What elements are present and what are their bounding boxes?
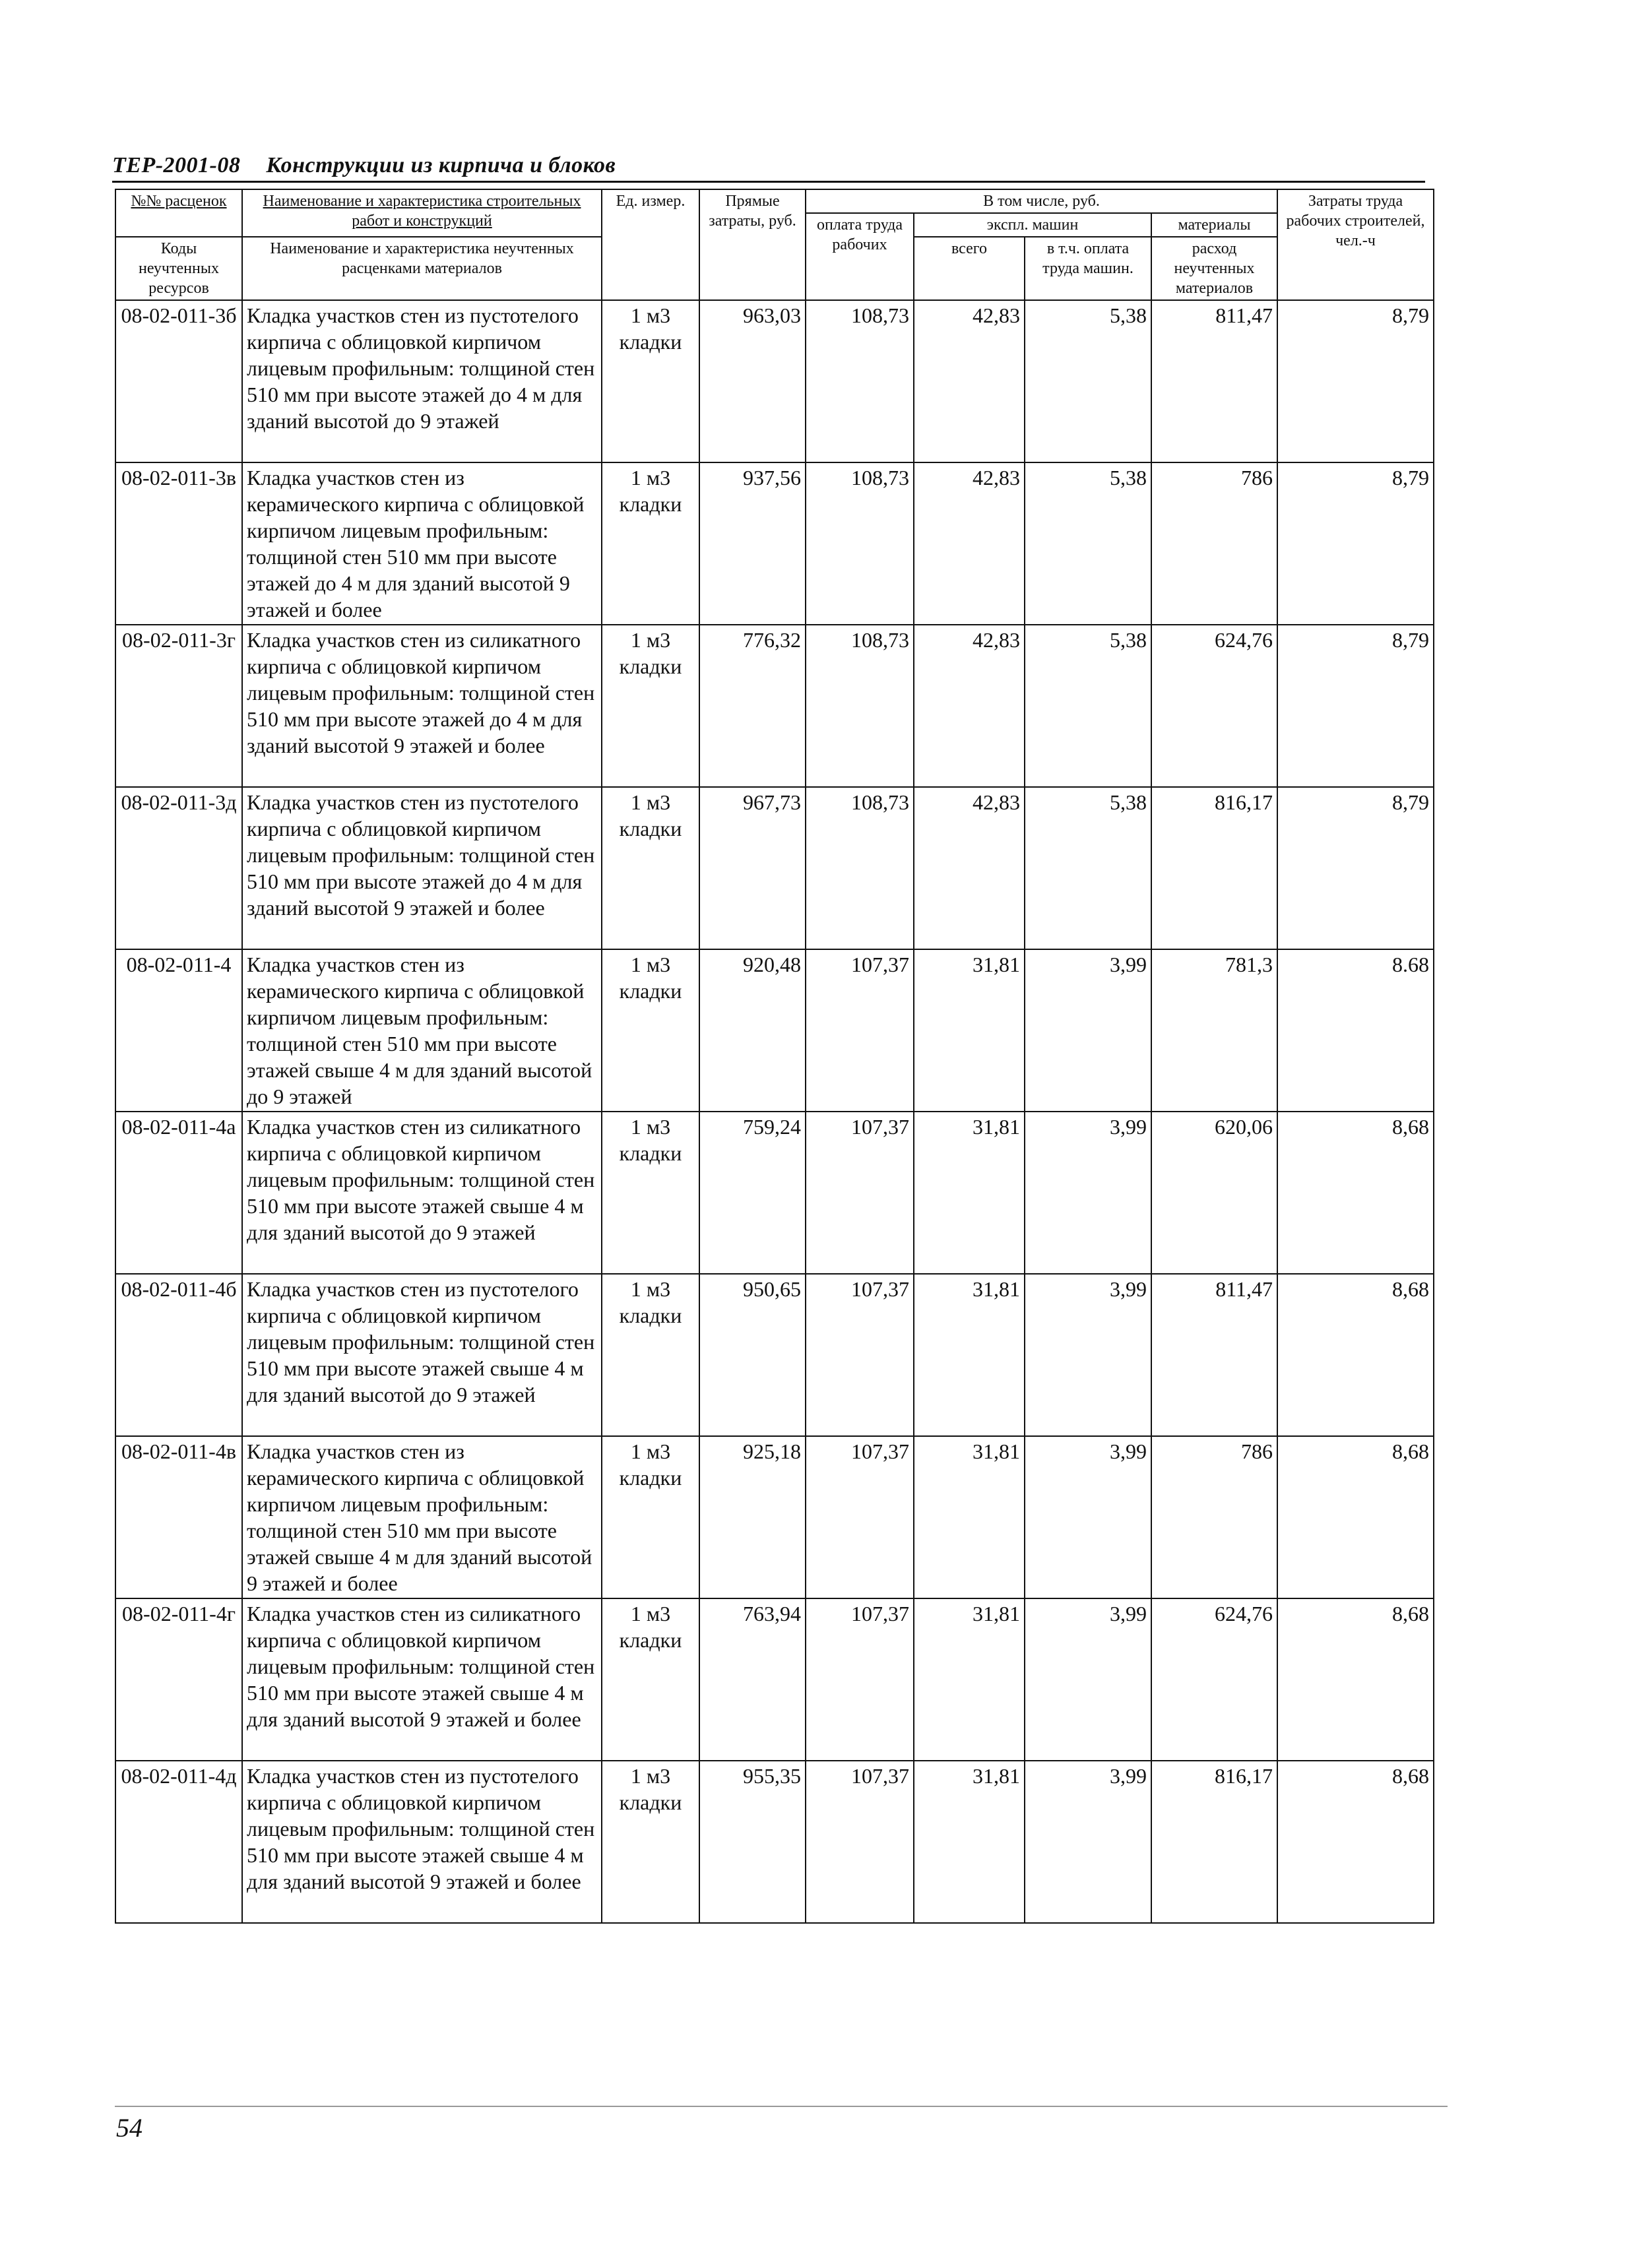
machines-labor: 3,99 [1025, 1436, 1151, 1598]
machines-labor: 5,38 [1025, 462, 1151, 625]
work-description: Кладка участков стен из керамического кирпича с облицовкой кирпичом лицевым профильным: толщиной стен 510 мм при высоте этажей до 4 м для зданий высотой 9 этажей и более [242, 462, 602, 625]
unit-of-measure: 1 м3 кладки [602, 1436, 699, 1598]
work-description: Кладка участков стен из пустотелого кирпича с облицовкой кирпичом лицевым профильным: толщиной стен 510 мм при высоте этажей до 4 м для зданий высотой 9 этажей и более [242, 787, 602, 949]
labor-pay: 107,37 [806, 1761, 914, 1923]
machines-labor: 5,38 [1025, 625, 1151, 787]
work-description: Кладка участков стен из силикатного кирпича с облицовкой кирпичом лицевым профильным: толщиной стен 510 мм при высоте этажей свыше 4 м для зданий высотой до 9 этажей [242, 1112, 602, 1274]
direct-costs: 763,94 [699, 1598, 806, 1761]
machines-total: 42,83 [914, 787, 1025, 949]
header-including: В том числе, руб. [806, 189, 1277, 213]
direct-costs: 963,03 [699, 300, 806, 462]
rate-code: 08-02-011-4д [115, 1761, 242, 1923]
machines-labor: 3,99 [1025, 1274, 1151, 1436]
materials-cost: 786 [1151, 1436, 1277, 1598]
table-row [115, 1274, 1434, 1436]
header-rate-no: №№ расценок [115, 189, 242, 237]
rate-code: 08-02-011-4г [115, 1598, 242, 1761]
table-row [115, 1112, 1434, 1274]
labor-pay: 108,73 [806, 787, 914, 949]
direct-costs: 937,56 [699, 462, 806, 625]
machines-total: 42,83 [914, 462, 1025, 625]
labor-costs: 8,79 [1277, 787, 1434, 949]
labor-pay: 108,73 [806, 300, 914, 462]
machines-total: 31,81 [914, 1761, 1025, 1923]
labor-pay: 108,73 [806, 462, 914, 625]
machines-total: 31,81 [914, 1436, 1025, 1598]
direct-costs: 950,65 [699, 1274, 806, 1436]
labor-costs: 8,68 [1277, 1598, 1434, 1761]
direct-costs: 925,18 [699, 1436, 806, 1598]
machines-total: 42,83 [914, 300, 1025, 462]
labor-costs: 8,68 [1277, 1274, 1434, 1436]
labor-costs: 8,79 [1277, 462, 1434, 625]
machines-total: 31,81 [914, 949, 1025, 1112]
machines-labor: 3,99 [1025, 1112, 1151, 1274]
table-row [115, 949, 1434, 1112]
labor-pay: 107,37 [806, 949, 914, 1112]
labor-costs: 8,68 [1277, 1112, 1434, 1274]
rate-code: 08-02-011-4б [115, 1274, 242, 1436]
work-description: Кладка участков стен из пустотелого кирпича с облицовкой кирпичом лицевым профильным: толщиной стен 510 мм при высоте этажей свыше 4 м для зданий высотой до 9 этажей [242, 1274, 602, 1436]
labor-costs: 8,68 [1277, 1761, 1434, 1923]
direct-costs: 920,48 [699, 949, 806, 1112]
materials-cost: 811,47 [1151, 300, 1277, 462]
machines-total: 31,81 [914, 1112, 1025, 1274]
direct-costs: 955,35 [699, 1761, 806, 1923]
machines-total: 42,83 [914, 625, 1025, 787]
labor-pay: 107,37 [806, 1436, 914, 1598]
rate-code: 08-02-011-4 [115, 949, 242, 1112]
header-resource-codes: Коды неучтенных ресурсов [115, 237, 242, 300]
unit-of-measure: 1 м3 кладки [602, 300, 699, 462]
header-unaccounted-name: Наименование и характеристика неучтенных расценками материалов [242, 237, 602, 300]
unit-of-measure: 1 м3 кладки [602, 1274, 699, 1436]
materials-cost: 816,17 [1151, 787, 1277, 949]
labor-costs: 8,79 [1277, 625, 1434, 787]
header-machines-total: всего [914, 237, 1025, 300]
rate-code: 08-02-011-3в [115, 462, 242, 625]
header-materials-unaccounted: расход неучтенных материалов [1151, 237, 1277, 300]
work-description: Кладка участков стен из пустотелого кирпича с облицовкой кирпичом лицевым профильным: толщиной стен 510 мм при высоте этажей до 4 м для зданий высотой до 9 этажей [242, 300, 602, 462]
rate-code: 08-02-011-3д [115, 787, 242, 949]
unit-of-measure: 1 м3 кладки [602, 1112, 699, 1274]
direct-costs: 776,32 [699, 625, 806, 787]
materials-cost: 624,76 [1151, 625, 1277, 787]
rates-table [115, 189, 1434, 1924]
materials-cost: 624,76 [1151, 1598, 1277, 1761]
work-description: Кладка участков стен из керамического кирпича с облицовкой кирпичом лицевым профильным: толщиной стен 510 мм при высоте этажей свыше 4 м для зданий высотой 9 этажей и более [242, 1436, 602, 1598]
unit-of-measure: 1 м3 кладки [602, 625, 699, 787]
unit-of-measure: 1 м3 кладки [602, 1598, 699, 1761]
materials-cost: 620,06 [1151, 1112, 1277, 1274]
document-code: ТЕР-2001-08 [112, 153, 241, 177]
machines-total: 31,81 [914, 1274, 1025, 1436]
unit-of-measure: 1 м3 кладки [602, 949, 699, 1112]
table-header [115, 189, 1434, 300]
header-machines-labor: в т.ч. оплата труда машин. [1025, 237, 1151, 300]
direct-costs: 759,24 [699, 1112, 806, 1274]
rate-code: 08-02-011-4а [115, 1112, 242, 1274]
page-number: 54 [116, 2113, 143, 2143]
labor-pay: 108,73 [806, 625, 914, 787]
rate-code: 08-02-011-3б [115, 300, 242, 462]
table-row [115, 1761, 1434, 1923]
materials-cost: 786 [1151, 462, 1277, 625]
work-description: Кладка участков стен из силикатного кирпича с облицовкой кирпичом лицевым профильным: толщиной стен 510 мм при высоте этажей до 4 м для зданий высотой 9 этажей и более [242, 625, 602, 787]
header-machines: экспл. машин [914, 213, 1151, 237]
header-labor-costs: Затраты труда рабочих строителей, чел.-ч [1277, 189, 1434, 300]
machines-labor: 5,38 [1025, 787, 1151, 949]
work-description: Кладка участков стен из силикатного кирпича с облицовкой кирпичом лицевым профильным: толщиной стен 510 мм при высоте этажей свыше 4 м для зданий высотой 9 этажей и более [242, 1598, 602, 1761]
materials-cost: 811,47 [1151, 1274, 1277, 1436]
labor-costs: 8.68 [1277, 949, 1434, 1112]
table-body [115, 300, 1434, 1923]
unit-of-measure: 1 м3 кладки [602, 787, 699, 949]
machines-total: 31,81 [914, 1598, 1025, 1761]
direct-costs: 967,73 [699, 787, 806, 949]
table-row [115, 625, 1434, 787]
header-labor-pay: оплата труда рабочих [806, 213, 914, 300]
table-row [115, 1436, 1434, 1598]
labor-pay: 107,37 [806, 1598, 914, 1761]
footer-divider [115, 2106, 1448, 2107]
work-description: Кладка участков стен из пустотелого кирпича с облицовкой кирпичом лицевым профильным: толщиной стен 510 мм при высоте этажей свыше 4 м для зданий высотой 9 этажей и более [242, 1761, 602, 1923]
page-header [112, 153, 1425, 183]
rate-code: 08-02-011-3г [115, 625, 242, 787]
materials-cost: 781,3 [1151, 949, 1277, 1112]
machines-labor: 5,38 [1025, 300, 1151, 462]
machines-labor: 3,99 [1025, 1598, 1151, 1761]
labor-costs: 8,68 [1277, 1436, 1434, 1598]
header-materials: материалы [1151, 213, 1277, 237]
machines-labor: 3,99 [1025, 949, 1151, 1112]
labor-pay: 107,37 [806, 1274, 914, 1436]
table-row [115, 462, 1434, 625]
labor-pay: 107,37 [806, 1112, 914, 1274]
table-row [115, 787, 1434, 949]
document-title: Конструкции из кирпича и блоков [266, 153, 616, 177]
header-direct-costs: Прямые затраты, руб. [699, 189, 806, 300]
header-unit: Ед. измер. [602, 189, 699, 300]
unit-of-measure: 1 м3 кладки [602, 462, 699, 625]
machines-labor: 3,99 [1025, 1761, 1151, 1923]
unit-of-measure: 1 м3 кладки [602, 1761, 699, 1923]
rate-code: 08-02-011-4в [115, 1436, 242, 1598]
table-row [115, 300, 1434, 462]
work-description: Кладка участков стен из керамического кирпича с облицовкой кирпичом лицевым профильным: толщиной стен 510 мм при высоте этажей свыше 4 м для зданий высотой до 9 этажей [242, 949, 602, 1112]
header-name: Наименование и характеристика строительных работ и конструкций [242, 189, 602, 237]
table-row [115, 1598, 1434, 1761]
labor-costs: 8,79 [1277, 300, 1434, 462]
materials-cost: 816,17 [1151, 1761, 1277, 1923]
